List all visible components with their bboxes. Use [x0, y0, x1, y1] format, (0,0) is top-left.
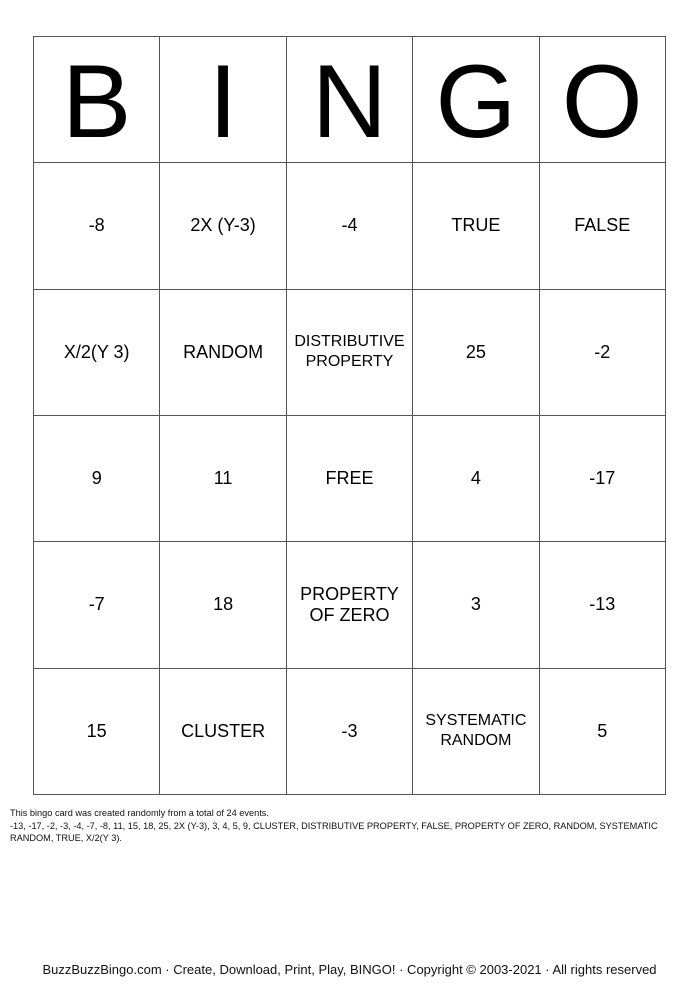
bingo-cell: 18	[160, 542, 286, 668]
bingo-cell: TRUE	[413, 163, 539, 289]
card-info-summary: This bingo card was created randomly from a total of 24 events.	[10, 808, 269, 818]
bingo-cell: -8	[34, 163, 160, 289]
header-letter-b: B	[34, 37, 160, 163]
card-info-events-list: -13, -17, -2, -3, -4, -7, -8, 11, 15, 18, 25, 2X (Y-3), 3, 4, 5, 9, CLUSTER, DISTRIBUTIVE PROPERTY, FALSE, PROPERTY OF ZERO, RANDOM, SYSTEMATIC RANDOM, TRUE, X/2(Y 3).	[10, 820, 658, 844]
bingo-cell: -13	[539, 542, 665, 668]
header-letter-i: I	[160, 37, 286, 163]
footer-copyright: BuzzBuzzBingo.com · Create, Download, Print, Play, BINGO! · Copyright © 2003-2021 · All rights reserved	[42, 962, 657, 977]
bingo-card	[33, 36, 666, 795]
bingo-row-2	[34, 289, 666, 415]
bingo-cell: -7	[34, 542, 160, 668]
bingo-cell: RANDOM	[160, 289, 286, 415]
header-letter-g: G	[413, 37, 539, 163]
bingo-cell: 5	[539, 668, 665, 794]
bingo-cell: X/2(Y 3)	[34, 289, 160, 415]
header-letter-n: N	[286, 37, 412, 163]
header-letter-o: O	[539, 37, 665, 163]
bingo-cell: 9	[34, 415, 160, 541]
bingo-cell: 3	[413, 542, 539, 668]
bingo-cell: PROPERTY OF ZERO	[286, 542, 412, 668]
bingo-cell: 25	[413, 289, 539, 415]
bingo-row-5	[34, 668, 666, 794]
bingo-row-3	[34, 415, 666, 541]
bingo-cell: -2	[539, 289, 665, 415]
bingo-cell: 15	[34, 668, 160, 794]
free-space-cell: FREE	[286, 415, 412, 541]
bingo-cell: DISTRIBUTIVE PROPERTY	[286, 289, 412, 415]
card-info-note	[10, 807, 690, 845]
bingo-cell: CLUSTER	[160, 668, 286, 794]
bingo-header-row	[34, 37, 666, 163]
bingo-cell: 4	[413, 415, 539, 541]
bingo-cell: 11	[160, 415, 286, 541]
bingo-cell: -17	[539, 415, 665, 541]
bingo-cell: -3	[286, 668, 412, 794]
bingo-cell: SYSTEMATIC RANDOM	[413, 668, 539, 794]
bingo-row-1	[34, 163, 666, 289]
bingo-cell: -4	[286, 163, 412, 289]
bingo-cell: 2X (Y-3)	[160, 163, 286, 289]
bingo-cell: FALSE	[539, 163, 665, 289]
bingo-row-4	[34, 542, 666, 668]
